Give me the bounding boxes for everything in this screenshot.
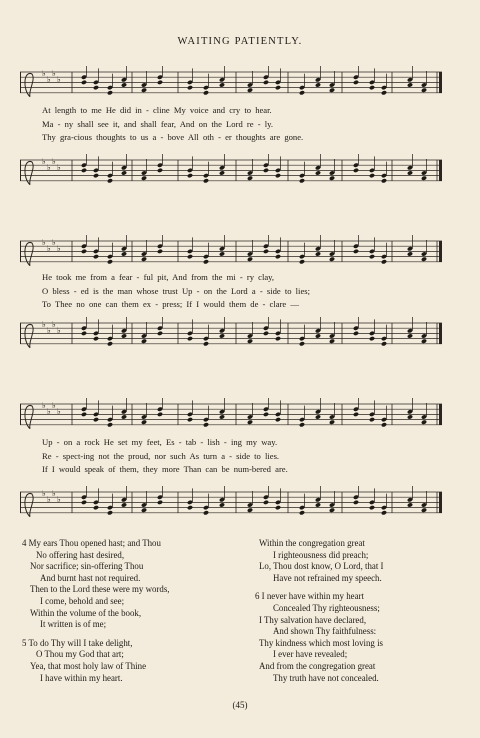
lyric-line-2: O bless - ed is the man whose trust Up - on the Lord a - side to lies; bbox=[42, 285, 310, 296]
svg-text:♭: ♭ bbox=[47, 244, 51, 253]
svg-text:♭: ♭ bbox=[47, 163, 51, 172]
verse-line: I ever have revealed; bbox=[273, 649, 348, 660]
verse-line: I Thy salvation have declared, bbox=[259, 614, 367, 625]
svg-text:♭: ♭ bbox=[47, 495, 51, 504]
svg-text:♭: ♭ bbox=[42, 489, 46, 498]
verse-line: Nor sacrifice; sin-offering Thou bbox=[30, 561, 144, 572]
svg-text:♭: ♭ bbox=[57, 244, 61, 253]
svg-text:♭: ♭ bbox=[42, 157, 46, 166]
svg-text:♭: ♭ bbox=[42, 320, 46, 329]
svg-text:♭: ♭ bbox=[42, 401, 46, 410]
lyrics-block bbox=[42, 436, 442, 477]
svg-text:♭: ♭ bbox=[47, 326, 51, 335]
svg-text:♭: ♭ bbox=[52, 238, 56, 247]
verse-line: O Thou my God that art; bbox=[36, 649, 124, 660]
verse-line: And from the congregation great bbox=[259, 660, 376, 671]
lyric-line-1: He took me from a fear - ful pit, And from the mi - ry clay, bbox=[42, 272, 275, 282]
verse-line: I have within my heart. bbox=[40, 672, 123, 683]
verse-line: Concealed Thy righteousness; bbox=[273, 602, 380, 613]
lyric-line-3: If I would speak of them, they more Than can be num-bered are. bbox=[42, 464, 288, 475]
verses-left-column bbox=[22, 538, 170, 684]
verse-line: I come, behold and see; bbox=[40, 595, 125, 606]
verse-line: Within the volume of the book, bbox=[30, 607, 142, 618]
svg-text:♭: ♭ bbox=[52, 157, 56, 166]
lyrics-block bbox=[42, 271, 442, 312]
svg-text:♭: ♭ bbox=[57, 326, 61, 335]
verse-line: And shown Thy faithfulness: bbox=[273, 626, 377, 637]
svg-text:♭: ♭ bbox=[57, 407, 61, 416]
verse-line: No offering hast desired, bbox=[36, 549, 125, 560]
lyric-line-1: At length to me He did in - cline My voice and cry to hear. bbox=[42, 105, 272, 115]
svg-text:♭: ♭ bbox=[57, 495, 61, 504]
treble-staff bbox=[20, 235, 442, 269]
svg-text:♭: ♭ bbox=[57, 163, 61, 172]
lyric-line-2: Re - spect-ing not the proud, nor such As turn a - side to lies. bbox=[42, 450, 280, 461]
verse-line: Lo, Thou dost know, O Lord, that I bbox=[259, 561, 384, 572]
verse-line: I righteousness did preach; bbox=[273, 549, 369, 560]
verse-line: Within the congregation great bbox=[259, 538, 365, 548]
svg-text:♭: ♭ bbox=[42, 238, 46, 247]
bass-staff bbox=[20, 486, 442, 520]
lyrics-block bbox=[42, 104, 442, 145]
verse-line: Then to the Lord these were my words, bbox=[30, 584, 170, 595]
lyric-line-1: Up - on a rock He set my feet, Es - tab - lish - ing my way. bbox=[42, 437, 278, 447]
verse-line: 6 I never have within my heart bbox=[255, 591, 364, 602]
svg-text:♭: ♭ bbox=[52, 489, 56, 498]
page-number: (45) bbox=[232, 700, 248, 710]
verses-right-column bbox=[255, 538, 383, 684]
lyric-line-3: To Thee no one can them ex - press; If I would them de - clare — bbox=[42, 299, 299, 310]
svg-text:♭: ♭ bbox=[52, 69, 56, 78]
verse-line: It written is of me; bbox=[40, 619, 107, 630]
verse-line: 4 My ears Thou opened hast; and Thou bbox=[22, 538, 161, 548]
verse-line: Have not refrained my speech. bbox=[273, 572, 382, 583]
treble-staff bbox=[20, 66, 442, 100]
svg-text:♭: ♭ bbox=[47, 75, 51, 84]
verse-line: Thy kindness which most loving is bbox=[259, 637, 384, 648]
svg-text:♭: ♭ bbox=[47, 407, 51, 416]
svg-text:♭: ♭ bbox=[57, 75, 61, 84]
verse-line: Yea, that most holy law of Thine bbox=[30, 660, 147, 671]
hymn-title: WAITING PATIENTLY. bbox=[177, 36, 303, 47]
treble-staff bbox=[20, 398, 442, 432]
bass-staff bbox=[20, 317, 442, 351]
bass-staff bbox=[20, 154, 442, 188]
lyric-line-3: Thy gra-cious thoughts to us a - bove All oth - er thoughts are gone. bbox=[42, 132, 304, 143]
svg-text:♭: ♭ bbox=[42, 69, 46, 78]
lyric-line-2: Ma - ny shall see it, and shall fear, And on the Lord re - ly. bbox=[42, 118, 273, 129]
verse-line: 5 To do Thy will I take delight, bbox=[22, 637, 133, 648]
verse-line: And burnt hast not required. bbox=[40, 572, 141, 583]
verse-line: Thy truth have not concealed. bbox=[273, 672, 379, 683]
svg-text:♭: ♭ bbox=[52, 401, 56, 410]
svg-text:♭: ♭ bbox=[52, 320, 56, 329]
